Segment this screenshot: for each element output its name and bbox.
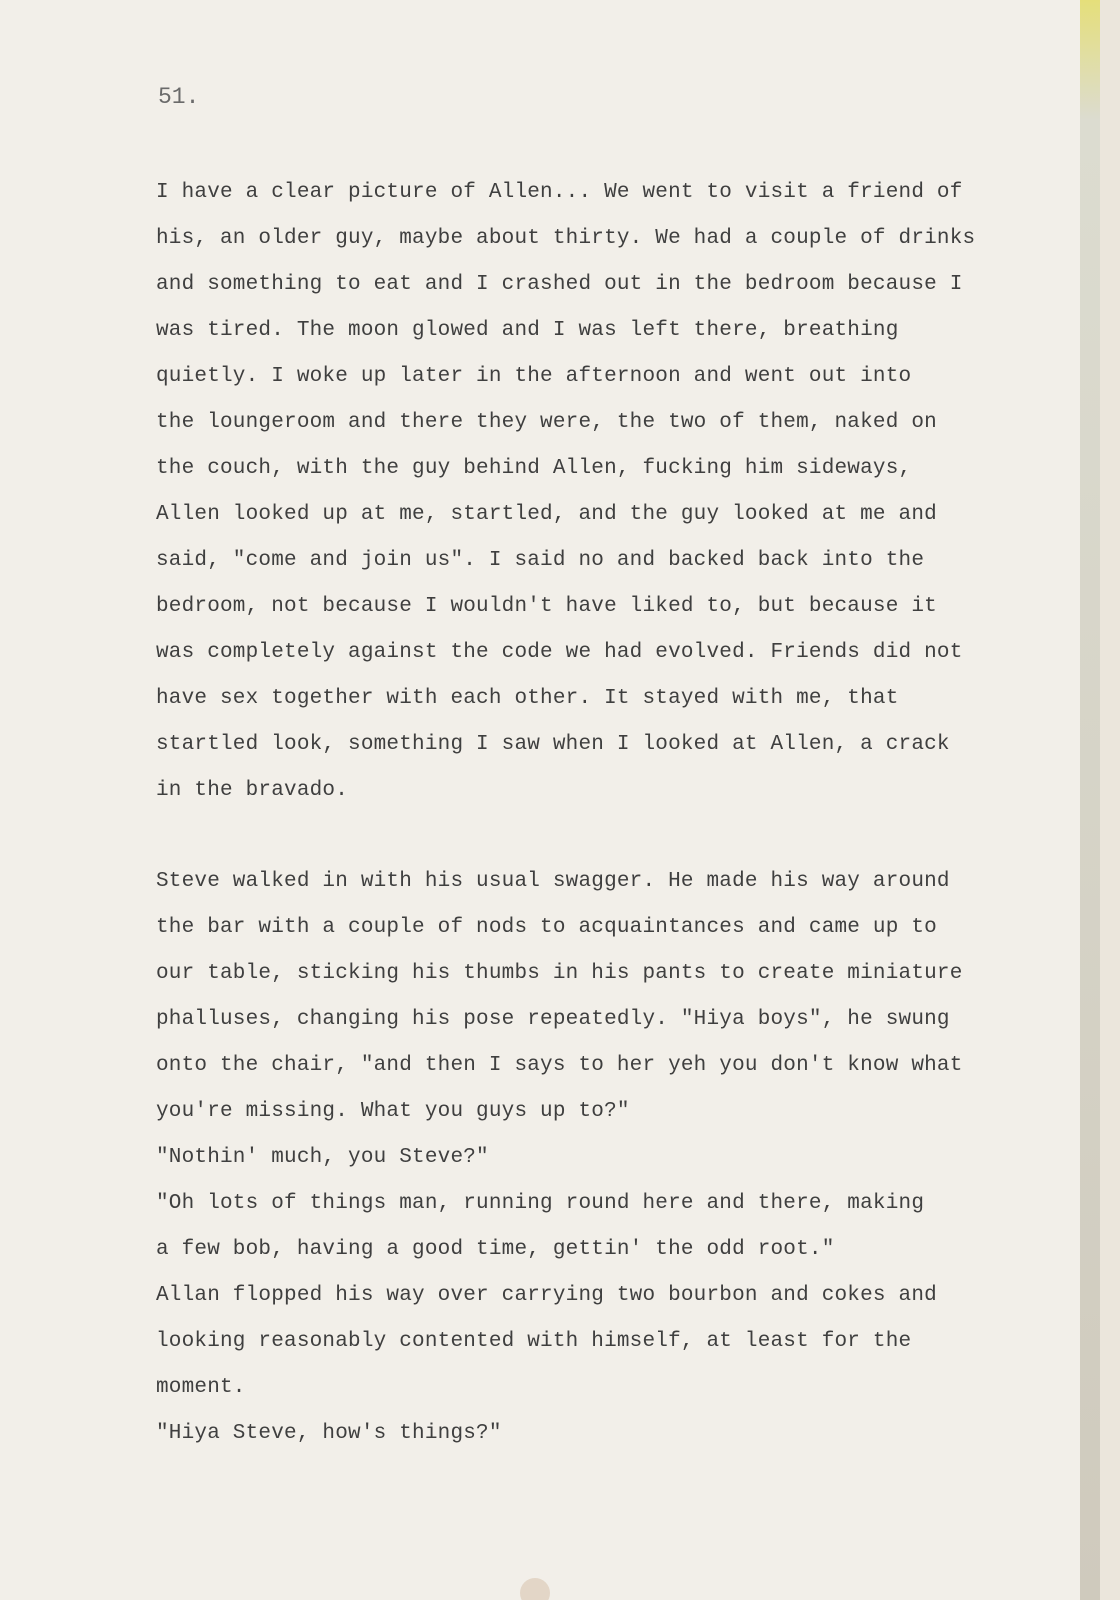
text-line: startled look, something I saw when I looked at Allen, a crack bbox=[156, 733, 950, 756]
text-line: a few bob, having a good time, gettin' the odd root." bbox=[156, 1238, 835, 1261]
text-line: was completely against the code we had evolved. Friends did not bbox=[156, 641, 963, 664]
text-line: said, "come and join us". I said no and backed back into the bbox=[156, 549, 925, 572]
page-edge-strip bbox=[1080, 0, 1100, 1600]
text-line: "Oh lots of things man, running round here and there, making bbox=[156, 1192, 925, 1215]
text-line: looking reasonably contented with himself, at least for the bbox=[156, 1330, 912, 1353]
text-line: I have a clear picture of Allen... We went to visit a friend of bbox=[156, 181, 963, 204]
text-line: "Hiya Steve, how's things?" bbox=[156, 1422, 502, 1445]
text-line: the couch, with the guy behind Allen, fucking him sideways, bbox=[156, 457, 912, 480]
text-line: was tired. The moon glowed and I was left there, breathing bbox=[156, 319, 899, 342]
paragraph-allen bbox=[156, 170, 1066, 814]
text-line: moment. bbox=[156, 1376, 246, 1399]
text-line: Allen looked up at me, startled, and the guy looked at me and bbox=[156, 503, 937, 526]
text-line: in the bravado. bbox=[156, 779, 349, 802]
text-line: and something to eat and I crashed out in the bedroom because I bbox=[156, 273, 963, 296]
text-line: his, an older guy, maybe about thirty. We had a couple of drinks bbox=[156, 227, 976, 250]
paper-stain bbox=[520, 1578, 550, 1600]
text-line: quietly. I woke up later in the afternoon and went out into bbox=[156, 365, 912, 388]
text-line: Steve walked in with his usual swagger. He made his way around bbox=[156, 870, 950, 893]
page-number: 51. bbox=[158, 84, 200, 110]
text-line: bedroom, not because I wouldn't have liked to, but because it bbox=[156, 595, 937, 618]
text-line: have sex together with each other. It stayed with me, that bbox=[156, 687, 899, 710]
text-line: the bar with a couple of nods to acquaintances and came up to bbox=[156, 916, 937, 939]
text-line: the loungeroom and there they were, the two of them, naked on bbox=[156, 411, 937, 434]
text-line: phalluses, changing his pose repeatedly. "Hiya boys", he swung bbox=[156, 1008, 950, 1031]
text-line: you're missing. What you guys up to?" bbox=[156, 1100, 630, 1123]
text-line: our table, sticking his thumbs in his pants to create miniature bbox=[156, 962, 963, 985]
paragraph-steve bbox=[156, 859, 1066, 1457]
text-line: Allan flopped his way over carrying two bourbon and cokes and bbox=[156, 1284, 937, 1307]
text-line: onto the chair, "and then I says to her yeh you don't know what bbox=[156, 1054, 963, 1077]
text-line: "Nothin' much, you Steve?" bbox=[156, 1146, 489, 1169]
